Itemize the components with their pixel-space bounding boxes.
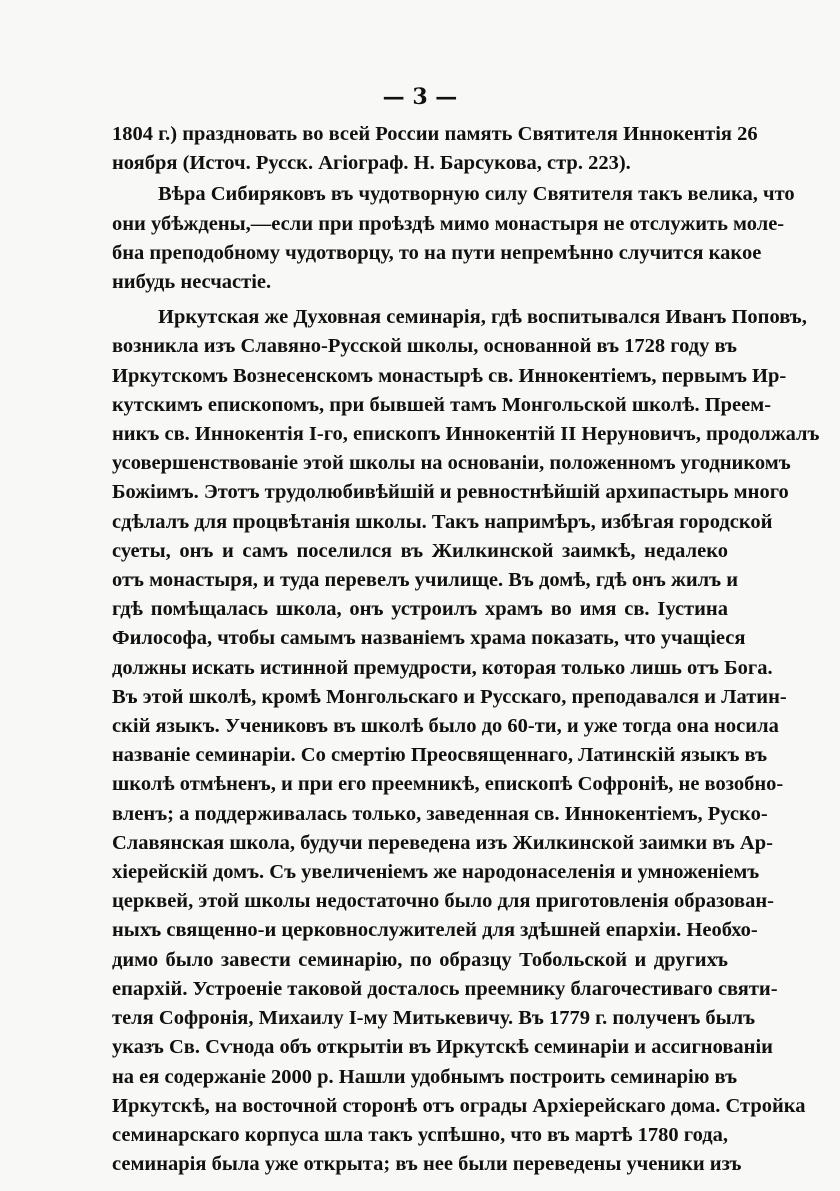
text-line: хіерейскій домъ. Съ увеличеніемъ же народонаселенія и умноженіемъ bbox=[112, 861, 760, 884]
page-number: — 3 — bbox=[382, 84, 458, 110]
text-line: бна преподобному чудотворцу, то на пути непремѣнно случится какое bbox=[112, 241, 762, 264]
text-line: гдѣ помѣщалась школа, онъ устроилъ храмъ во имя св. Іустина bbox=[112, 598, 728, 621]
text-line: должны искать истинной премудрости, которая только лишь отъ Бога. bbox=[112, 656, 773, 679]
body-text bbox=[112, 120, 820, 1179]
text-line: Вѣра Сибиряковъ въ чудотворную силу Святителя такъ велика, что bbox=[158, 183, 795, 206]
text-line: церквей, этой школы недостаточно было для приготовленія образован- bbox=[112, 890, 774, 913]
text-line: Иркутскомъ Вознесенскомъ монастырѣ св. Иннокентіемъ, первымъ Ир- bbox=[112, 364, 787, 387]
paragraph-2 bbox=[112, 180, 795, 297]
text-line: Философа, чтобы самымъ названіемъ храма показать, что учащіеся bbox=[112, 627, 746, 650]
text-line: теля Софронія, Михаилу I-му Митькевичу. Въ 1779 г. полученъ былъ bbox=[112, 1007, 756, 1030]
text-line: скій языкъ. Учениковъ въ школѣ было до 60-ти, и уже тогда она носила bbox=[112, 715, 779, 738]
text-line: нибудь несчастіе. bbox=[112, 271, 272, 294]
text-line: вленъ; а поддерживалась только, заведенная св. Иннокентіемъ, Руско- bbox=[112, 802, 768, 825]
text-line: названіе семинаріи. Со смертію Преосвященнаго, Латинскій языкъ въ bbox=[112, 744, 768, 767]
text-line: указъ Св. Сѵнода объ открытіи въ Иркутскѣ семинаріи и ассигнованіи bbox=[112, 1036, 773, 1059]
text-line: семинарскаго корпуса шла такъ успѣшно, что въ мартѣ 1780 года, bbox=[112, 1123, 728, 1146]
text-line: ноября (Источ. Русск. Агіограф. Н. Барсукова, стр. 223). bbox=[112, 152, 631, 175]
text-line: 1804 г.) праздновать во всей России память Святителя Иннокентія 26 bbox=[112, 123, 758, 145]
text-line: Иркутскѣ, на восточной сторонѣ отъ ограды Архіерейскаго дома. Стройка bbox=[112, 1094, 806, 1117]
text-line: никъ св. Иннокентія I-го, епископъ Иннокентій II Неруновичъ, продолжалъ bbox=[112, 423, 820, 446]
paragraph-3 bbox=[112, 303, 820, 1179]
text-line: Божіимъ. Этотъ трудолюбивѣйшій и ревностнѣйшій архипастырь много bbox=[112, 481, 789, 504]
text-line: на ея содержаніе 2000 р. Нашли удобнымъ построить семинарію въ bbox=[112, 1065, 738, 1088]
paragraph-1 bbox=[112, 120, 758, 178]
text-line: кутскимъ епископомъ, при бывшей тамъ Монгольской школѣ. Преем- bbox=[112, 393, 772, 416]
text-line: усовершенствованіе этой школы на основаніи, положенномъ угодникомъ bbox=[112, 452, 791, 475]
text-line: ныхъ священно-и церковнослужителей для здѣшней епархіи. Необхо- bbox=[112, 919, 758, 942]
text-line: Иркутская же Духовная семинарія, гдѣ воспитывался Иванъ Поповъ, bbox=[158, 306, 807, 329]
text-line: семинарія была уже открыта; въ нее были переведены ученики изъ bbox=[112, 1153, 742, 1176]
text-line: школѣ отмѣненъ, и при его преемникѣ, епископѣ Софроніѣ, не возобно- bbox=[112, 773, 784, 796]
text-line: возникла изъ Славяно-Русской школы, основанной въ 1728 году въ bbox=[112, 335, 737, 358]
text-line: Въ этой школѣ, кромѣ Монгольскаго и Русскаго, преподавался и Латин- bbox=[112, 685, 787, 708]
text-line: они убѣждены,—если при проѣздѣ мимо монастыря не отслужить моле- bbox=[112, 212, 785, 235]
text-line: димо было завести семинарію, по образцу Тобольской и другихъ bbox=[112, 948, 728, 971]
text-line: Славянская школа, будучи переведена изъ Жилкинской заимки въ Ар- bbox=[112, 831, 773, 854]
text-line: отъ монастыря, и туда перевелъ училище. Въ домѣ, гдѣ онъ жилъ и bbox=[112, 569, 739, 592]
text-line: сдѣлалъ для процвѣтанія школы. Такъ напримѣръ, избѣгая городской bbox=[112, 510, 773, 533]
text-line: суеты, онъ и самъ поселился въ Жилкинской заимкѣ, недалеко bbox=[112, 539, 728, 562]
text-line: епархій. Устроеніе таковой досталось преемнику благочестиваго святи- bbox=[112, 977, 778, 1000]
